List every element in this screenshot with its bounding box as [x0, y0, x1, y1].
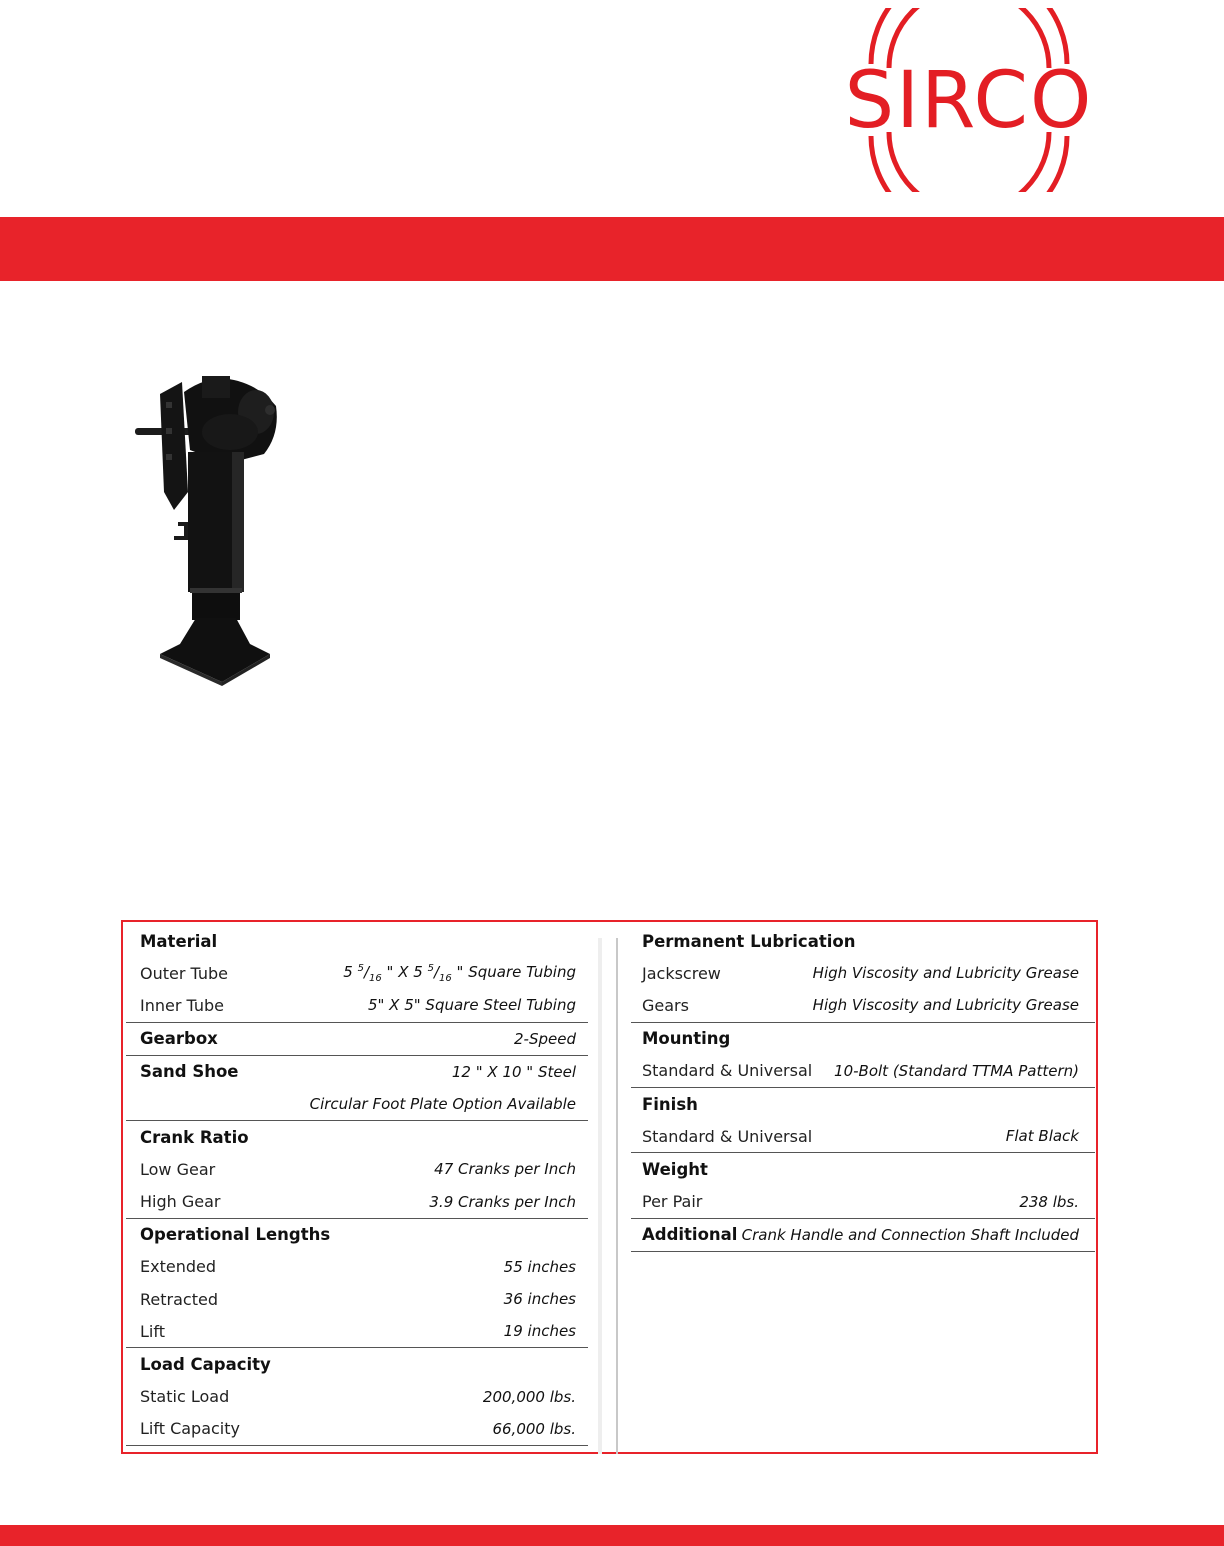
spec-section-lubrication	[631, 925, 1095, 1023]
spec-value: 5" X 5" Square Steel Tubing	[367, 996, 576, 1015]
spec-label: Static Load	[140, 1387, 230, 1407]
spec-label: Per Pair	[642, 1192, 703, 1212]
spec-value: 12 " X 10 " Steel	[451, 1062, 576, 1081]
spec-section-title: Weight	[642, 1159, 708, 1179]
spec-row	[126, 1413, 588, 1445]
spec-row	[126, 1381, 588, 1413]
spec-label: Retracted	[140, 1289, 218, 1309]
spec-section-gearbox	[126, 1023, 588, 1056]
spec-label: Inner Tube	[140, 995, 224, 1015]
spec-section-title: Permanent Lubrication	[642, 931, 856, 951]
spec-row	[631, 1186, 1095, 1218]
spec-value: 238 lbs.	[1019, 1192, 1079, 1211]
column-divider	[598, 938, 602, 1454]
spec-row	[126, 1251, 588, 1283]
spec-row	[631, 989, 1095, 1021]
spec-section-operational-lengths	[126, 1219, 588, 1349]
spec-section-title: Finish	[642, 1094, 698, 1114]
spec-section-additional	[631, 1219, 1095, 1252]
spec-column-left	[126, 925, 588, 1446]
spec-label: Outer Tube	[140, 963, 228, 983]
spec-section-title: Load Capacity	[140, 1355, 271, 1375]
spec-section-crank-ratio	[126, 1121, 588, 1219]
spec-section-title: Mounting	[642, 1029, 731, 1049]
spec-value: High Viscosity and Lubricity Grease	[812, 996, 1079, 1015]
spec-section-title: Gearbox	[140, 1029, 218, 1049]
footer-band	[0, 1525, 1224, 1546]
header-band	[0, 217, 1224, 281]
spec-section-weight	[631, 1153, 1095, 1218]
spec-row	[126, 1088, 588, 1120]
spec-section-title: Operational Lengths	[140, 1225, 331, 1245]
spec-column-right	[631, 925, 1095, 1252]
sirco-logo	[834, 8, 1104, 192]
spec-value: High Viscosity and Lubricity Grease	[812, 964, 1079, 983]
spec-row	[126, 957, 588, 989]
spec-label: Lift	[140, 1321, 165, 1341]
spec-value: 200,000 lbs.	[482, 1387, 576, 1406]
spec-section-title: Additional	[642, 1225, 738, 1245]
spec-label: Lift Capacity	[140, 1419, 240, 1439]
outer-tube-value: 5 $^5/_{16}$ " X 5 $^5/_{16}$ " Square Tubing	[343, 962, 576, 984]
spec-row	[126, 1186, 588, 1218]
spec-section-sand-shoe	[126, 1056, 588, 1121]
spec-row	[631, 1120, 1095, 1152]
spec-section-material	[126, 925, 588, 1023]
spec-value: 47 Cranks per Inch	[434, 1160, 576, 1179]
spec-row	[126, 1153, 588, 1185]
spec-section-load-capacity	[126, 1348, 588, 1446]
spec-label: Standard & Universal	[642, 1061, 813, 1081]
spec-value: 19 inches	[503, 1322, 576, 1341]
spec-section-title: Material	[140, 931, 218, 951]
spec-label: Jackscrew	[642, 963, 721, 983]
spec-value: 55 inches	[503, 1257, 576, 1276]
spec-label: Gears	[642, 995, 689, 1015]
spec-label: High Gear	[140, 1192, 221, 1212]
spec-value: Crank Handle and Connection Shaft Included	[741, 1225, 1079, 1244]
spec-value: 3.9 Cranks per Inch	[429, 1192, 576, 1211]
spec-value: 10-Bolt (Standard TTMA Pattern)	[834, 1061, 1079, 1080]
spec-row	[631, 1055, 1095, 1087]
landing-gear-jack-image	[130, 372, 290, 688]
spec-section-finish	[631, 1088, 1095, 1153]
spec-row	[631, 957, 1095, 989]
spec-section-mounting	[631, 1023, 1095, 1088]
spec-row	[126, 1283, 588, 1315]
spec-row	[126, 1315, 588, 1347]
spec-section-title: Sand Shoe	[140, 1062, 239, 1082]
logo-wordmark: SIRCO	[844, 56, 1094, 146]
spec-value: 2-Speed	[514, 1029, 576, 1048]
spec-value: Circular Foot Plate Option Available	[309, 1095, 576, 1114]
spec-value: Flat Black	[1005, 1127, 1079, 1146]
spec-label: Standard & Universal	[642, 1126, 813, 1146]
spec-section-title: Crank Ratio	[140, 1127, 249, 1147]
spec-value: 66,000 lbs.	[492, 1419, 576, 1438]
spec-row	[126, 989, 588, 1021]
spec-label: Low Gear	[140, 1159, 216, 1179]
column-divider-line	[616, 938, 618, 1454]
spec-label: Extended	[140, 1257, 216, 1277]
spec-value: 36 inches	[503, 1290, 576, 1309]
